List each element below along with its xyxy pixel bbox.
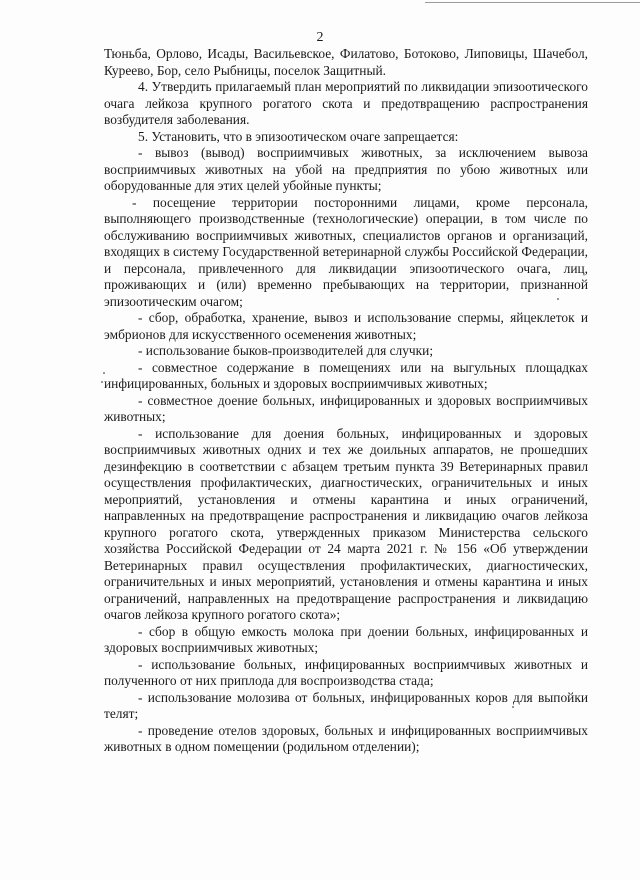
prohibition-milk-collection: - сбор в общую емкость молока при доении больных, инфицированных и здоровых восприимчивых животных; bbox=[104, 623, 588, 655]
prohibition-reproduction: - использование больных, инфицированных восприимчивых животных и полученного от них приплода для воспроизводства стада; bbox=[104, 656, 588, 688]
prohibition-visits: - посещение территории посторонними лицами, кроме персонала, выполняющего производственные (технологические) операции, в том числе по обслуживанию восприимчивых животных, специалистов органов и организаций, входящих в систему Государственной ветеринарной службы Российской Федерации, и персонала, привлеченного для ликвидации эпизоотического очага, лиц, проживающих и (или) временно пребывающих на территории, признанной эпизоотическим очагом; bbox=[104, 194, 588, 309]
prohibition-bulls: - использование быков-производителей для случки; bbox=[138, 343, 434, 358]
paragraph-item-4: 4. Утвердить прилагаемый план мероприятий по ликвидации эпизоотического очага лейкоза крупного рогатого скота и предотвращению распространения возбудителя заболевания. bbox=[104, 79, 588, 127]
prohibition-semen: - сбор, обработка, хранение, вывоз и использование спермы, яйцеклеток и эмбрионов для искусственного осеменения животных; bbox=[104, 310, 588, 342]
prohibition-joint-keeping: - совместное содержание в помещениях или на выгульных площадках инфицированных, больных и здоровых восприимчивых животных; bbox=[104, 359, 588, 391]
prohibition-calving: - проведение отелов здоровых, больных и инфицированных восприимчивых животных в одном помещении (родильном отделении); bbox=[104, 722, 588, 754]
page-number: 2 bbox=[316, 30, 324, 45]
scan-speck bbox=[103, 372, 105, 374]
prohibition-colostrum: - использование молозива от больных, инфицированных коров для выпойки телят; bbox=[104, 689, 588, 721]
document-body bbox=[104, 46, 588, 756]
scan-speck bbox=[101, 381, 103, 383]
scan-speck bbox=[557, 298, 559, 300]
prohibition-joint-milking: - совместное доение больных, инфицированных и здоровых восприимчивых животных; bbox=[104, 392, 588, 424]
prohibition-milking-machines: - использование для доения больных, инфицированных и здоровых восприимчивых животных одних и тех же доильных аппаратов, не прошедших дезинфекцию в соответствии с абзацем третьим пункта 39 Ветеринарных правил осуществления профилактических, диагностических, ограничительных и иных мероприятий, установления и отмены карантина и иных ограничений, направленных на предотвращение распространения и ликвидацию очагов лейкоза крупного рогатого скота, утвержденных приказом Министерства сельского хозяйства Российской Федерации от 24 марта 2021 г. № 156 «Об утверждении Ветеринарных правил осуществления профилактических, диагностических, ограничительных и иных мероприятий, установления и отмены карантина и иных ограничений, направленных на предотвращение распространения и ликвидацию очагов лейкоза крупного рогатого скота»; bbox=[104, 425, 588, 622]
paragraph-item-5: 5. Установить, что в эпизоотическом очаге запрещается: bbox=[138, 128, 459, 144]
scan-edge-line bbox=[425, 2, 640, 3]
scan-speck bbox=[512, 706, 514, 708]
prohibition-export: - вывоз (вывод) восприимчивых животных, за исключением вывоза восприимчивых животных на убой на предприятия по убою животных или оборудованные для этих целей убойные пункты; bbox=[104, 145, 588, 193]
paragraph-village-list: Тюньба, Орлово, Исады, Васильевское, Филатово, Ботоково, Липовицы, Шачебол, Куреево, Бор, село Рыбницы, поселок Защитный. bbox=[104, 46, 588, 78]
